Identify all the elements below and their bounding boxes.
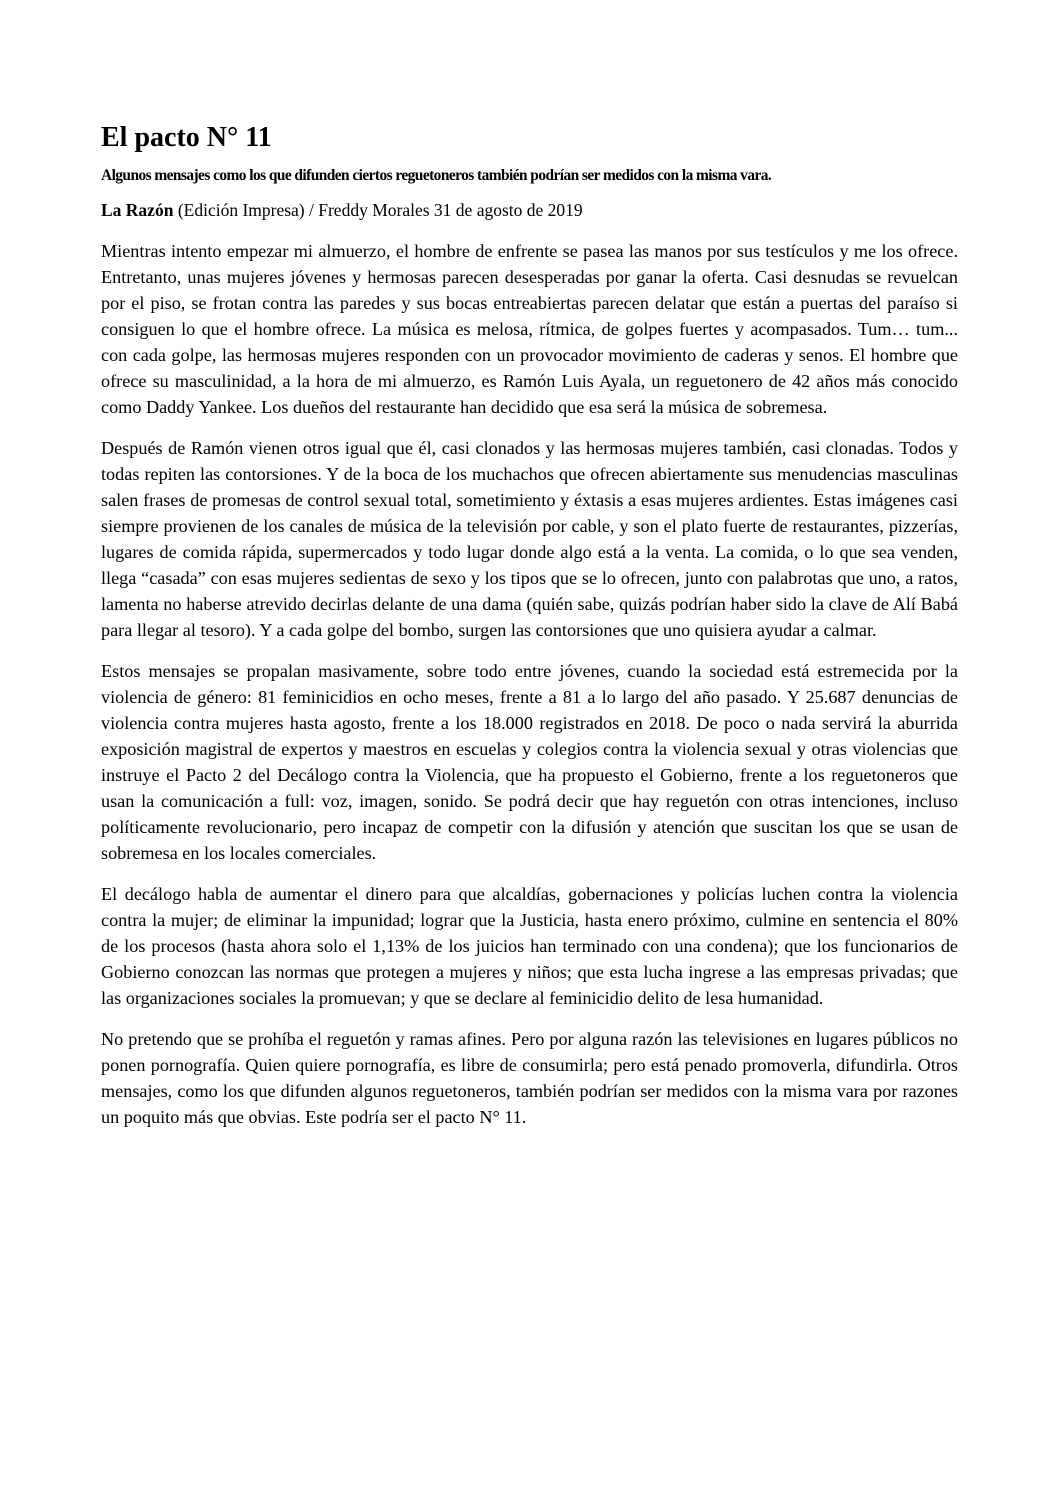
article-title: El pacto N° 11 [101, 122, 272, 153]
article-subtitle: Algunos mensajes como los que difunden ciertos reguetoneros también podrían ser medidos con la misma vara. [101, 167, 772, 184]
article [101, 120, 958, 1145]
byline-source: La Razón [101, 200, 174, 220]
body-paragraph-3: Estos mensajes se propalan masivamente, sobre todo entre jóvenes, cuando la sociedad está estremecida por la violencia de género: 81 feminicidios en ocho meses, frente a 81 a lo largo del año pasado. Y 25.687 denuncias de violencia contra mujeres hasta agosto, frente a los 18.000 registrados en 2018. De poco o nada servirá la aburrida exposición magistral de expertos y maestros en escuelas y colegios contra la violencia sexual y otras violencias que instruye el Pacto 2 del Decálogo contra la Violencia, que ha propuesto el Gobierno, frente a los reguetoneros que usan la comunicación a full: voz, imagen, sonido. Se podrá decir que hay reguetón con otras intenciones, incluso políticamente revolucionario, pero incapaz de competir con la difusión y atención que suscitan los que se usan de sobremesa en los locales comerciales. [101, 661, 958, 863]
byline [101, 198, 958, 222]
body-paragraph-1: Mientras intento empezar mi almuerzo, el hombre de enfrente se pasea las manos por sus testículos y me los ofrece. Entretanto, unas mujeres jóvenes y hermosas parecen desesperadas por ganar la oferta. Casi desnudas se revuelcan por el piso, se frotan contra las paredes y sus bocas entreabiertas parecen delatar que están a puertas del paraíso si consiguen lo que el hombre ofrece. La música es melosa, rítmica, de golpes fuertes y acompasados. Tum… tum... con cada golpe, las hermosas mujeres responden con un provocador movimiento de caderas y senos. El hombre que ofrece su masculinidad, a la hora de mi almuerzo, es Ramón Luis Ayala, un reguetonero de 42 años más conocido como Daddy Yankee. Los dueños del restaurante han decidido que esa será la música de sobremesa. [101, 241, 958, 417]
body-paragraph-2: Después de Ramón vienen otros igual que él, casi clonados y las hermosas mujeres también, casi clonadas. Todos y todas repiten las contorsiones. Y de la boca de los muchachos que ofrecen abiertamente sus menudencias masculinas salen frases de promesas de control sexual total, sometimiento y éxtasis a esas mujeres ardientes. Estas imágenes casi siempre provienen de los canales de música de la televisión por cable, y son el plato fuerte de restaurantes, pizzerías, lugares de comida rápida, supermercados y todo lugar donde algo está a la venta. La comida, o lo que sea venden, llega “casada” con esas mujeres sedientas de sexo y los tipos que se lo ofrecen, junto con palabrotas que uno, a ratos, lamenta no haberse atrevido decirlas delante de una dama (quién sabe, quizás podrían haber sido la clave de Alí Babá para llegar al tesoro). Y a cada golpe del bombo, surgen las contorsiones que uno quisiera ayudar a calmar. [101, 438, 958, 640]
byline-details: (Edición Impresa) / Freddy Morales 31 de agosto de 2019 [173, 200, 583, 220]
body-paragraph-5: No pretendo que se prohíba el reguetón y ramas afines. Pero por alguna razón las televisiones en lugares públicos no ponen pornografía. Quien quiere pornografía, es libre de consumirla; pero está penado promoverla, difundirla. Otros mensajes, como los que difunden algunos reguetoneros, también podrían ser medidos con la misma vara por razones un poquito más que obvias. Este podría ser el pacto N° 11. [101, 1029, 958, 1127]
body-paragraph-4: El decálogo habla de aumentar el dinero para que alcaldías, gobernaciones y policías luchen contra la violencia contra la mujer; de eliminar la impunidad; lograr que la Justicia, hasta enero próximo, culmine en sentencia el 80% de los procesos (hasta ahora solo el 1,13% de los juicios han terminado con una condena); que los funcionarios de Gobierno conozcan las normas que protegen a mujeres y niños; que esta lucha ingrese a las empresas privadas; que las organizaciones sociales la promuevan; y que se declare al feminicidio delito de lesa humanidad. [101, 884, 958, 1008]
